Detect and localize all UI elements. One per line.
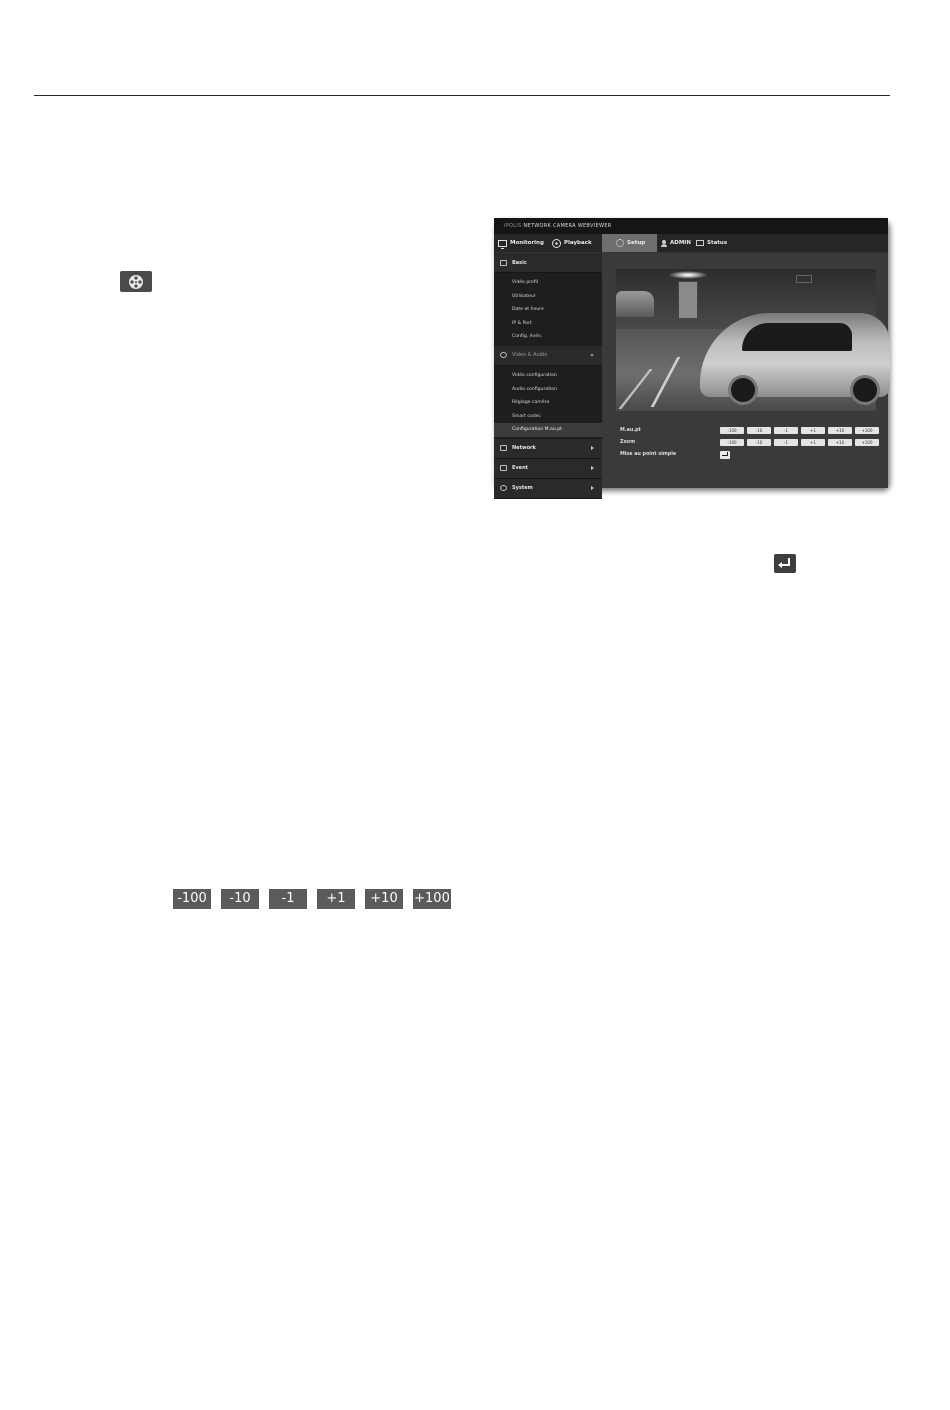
focus-buttons	[720, 427, 879, 434]
sidebar-item-video-config[interactable]: Vidéo configuration	[512, 372, 557, 378]
chevron-right-icon	[591, 466, 594, 470]
focus-minus-100-button[interactable]: -100	[720, 427, 744, 434]
video-audio-icon	[500, 352, 507, 358]
zoom-plus-1-button[interactable]: +1	[801, 439, 825, 446]
focus-minus-10-button[interactable]: -10	[747, 427, 771, 434]
zoom-row	[620, 437, 882, 448]
focus-row	[620, 425, 882, 436]
admin-link[interactable]	[661, 234, 691, 252]
webviewer-window	[494, 218, 888, 492]
brand-name: iPOLiS	[504, 223, 522, 229]
zoom-plus-10-button[interactable]: +10	[828, 439, 852, 446]
zoom-minus-1-button[interactable]: -1	[774, 439, 798, 446]
sidebar-item-camera-setup[interactable]: Réglage caméra	[512, 400, 550, 406]
step-buttons-legend	[173, 889, 451, 909]
playback-reel-icon	[120, 271, 152, 292]
sidebar-system-label: System	[512, 485, 533, 492]
sidebar-item-smart-codec[interactable]: Smart codec	[512, 413, 541, 419]
focus-minus-1-button[interactable]: -1	[774, 427, 798, 434]
sidebar-section-network[interactable]	[494, 439, 602, 459]
sidebar-event-label: Event	[512, 465, 529, 472]
zoom-minus-10-button[interactable]: -10	[747, 439, 771, 446]
sidebar-video-audio-label: Video & Audio	[512, 352, 548, 359]
user-icon	[661, 240, 667, 247]
setup-sidebar	[494, 253, 602, 492]
sidebar-basic-label: Basic	[512, 259, 527, 266]
basic-items	[494, 273, 602, 346]
zoom-minus-100-button[interactable]: -100	[720, 439, 744, 446]
step-minus-100: -100	[173, 889, 211, 909]
status-link[interactable]	[696, 234, 727, 252]
video-preview	[616, 269, 876, 411]
sidebar-section-basic[interactable]	[494, 253, 602, 273]
step-plus-100: +100	[413, 889, 451, 909]
sidebar-item-video-profile[interactable]: Vidéo profil	[512, 280, 539, 285]
sidebar-item-date-time[interactable]: Date et heure	[512, 307, 544, 313]
setup-main-panel	[602, 253, 888, 488]
sidebar-item-audio-config[interactable]: Audio configuration	[512, 386, 557, 392]
focus-plus-1-button[interactable]: +1	[801, 427, 825, 434]
sidebar-network-label: Network	[512, 445, 536, 452]
edit-icon	[500, 260, 507, 266]
step-plus-10: +10	[365, 889, 403, 909]
sidebar-item-focus-config[interactable]: Configuration M.au.pt	[494, 423, 602, 437]
sidebar-item-ip-port[interactable]: IP & Port	[512, 320, 532, 326]
zoom-plus-100-button[interactable]: +100	[855, 439, 879, 446]
window-title	[494, 218, 888, 234]
tab-monitoring-label: Monitoring	[510, 240, 544, 246]
video-audio-items	[494, 366, 602, 439]
tab-playback-label: Playback	[564, 240, 592, 246]
sidebar-item-event-config[interactable]: Config. évén.	[512, 334, 543, 340]
simple-focus-enter-button[interactable]	[720, 451, 730, 459]
admin-label: ADMIN	[670, 240, 691, 246]
system-gear-icon	[500, 485, 507, 491]
sidebar-section-video-audio[interactable]	[494, 346, 602, 366]
step-minus-1: -1	[269, 889, 307, 909]
sidebar-section-event[interactable]	[494, 459, 602, 479]
focus-label: M.au.pt	[620, 428, 641, 433]
simple-focus-label: Mise au point simple	[620, 452, 677, 457]
chevron-right-icon	[591, 486, 594, 490]
zoom-label: Zoom	[620, 440, 636, 445]
title-text: NETWORK CAMERA WEBVIEWER	[521, 223, 612, 229]
simple-focus-row	[620, 449, 882, 460]
chevron-right-icon	[591, 446, 594, 450]
tab-monitoring[interactable]	[498, 234, 544, 252]
focus-plus-10-button[interactable]: +10	[828, 427, 852, 434]
chevron-down-icon	[590, 354, 594, 357]
top-nav	[494, 234, 888, 253]
tab-setup-label: Setup	[627, 240, 646, 246]
monitor-icon	[498, 240, 507, 247]
sidebar-item-user[interactable]: Utilisateur	[512, 293, 536, 299]
gear-icon	[616, 239, 624, 247]
header-rule	[34, 95, 890, 96]
focus-plus-100-button[interactable]: +100	[855, 427, 879, 434]
tab-setup[interactable]	[602, 234, 657, 252]
step-plus-1: +1	[317, 889, 355, 909]
zoom-buttons	[720, 439, 879, 446]
tab-playback[interactable]	[552, 234, 592, 252]
status-icon	[696, 240, 704, 246]
film-reel-icon	[552, 239, 561, 248]
status-label: Status	[707, 240, 728, 246]
enter-icon	[774, 554, 796, 573]
step-minus-10: -10	[221, 889, 259, 909]
sidebar-section-system[interactable]	[494, 479, 602, 499]
event-icon	[500, 465, 507, 471]
network-icon	[500, 445, 507, 451]
